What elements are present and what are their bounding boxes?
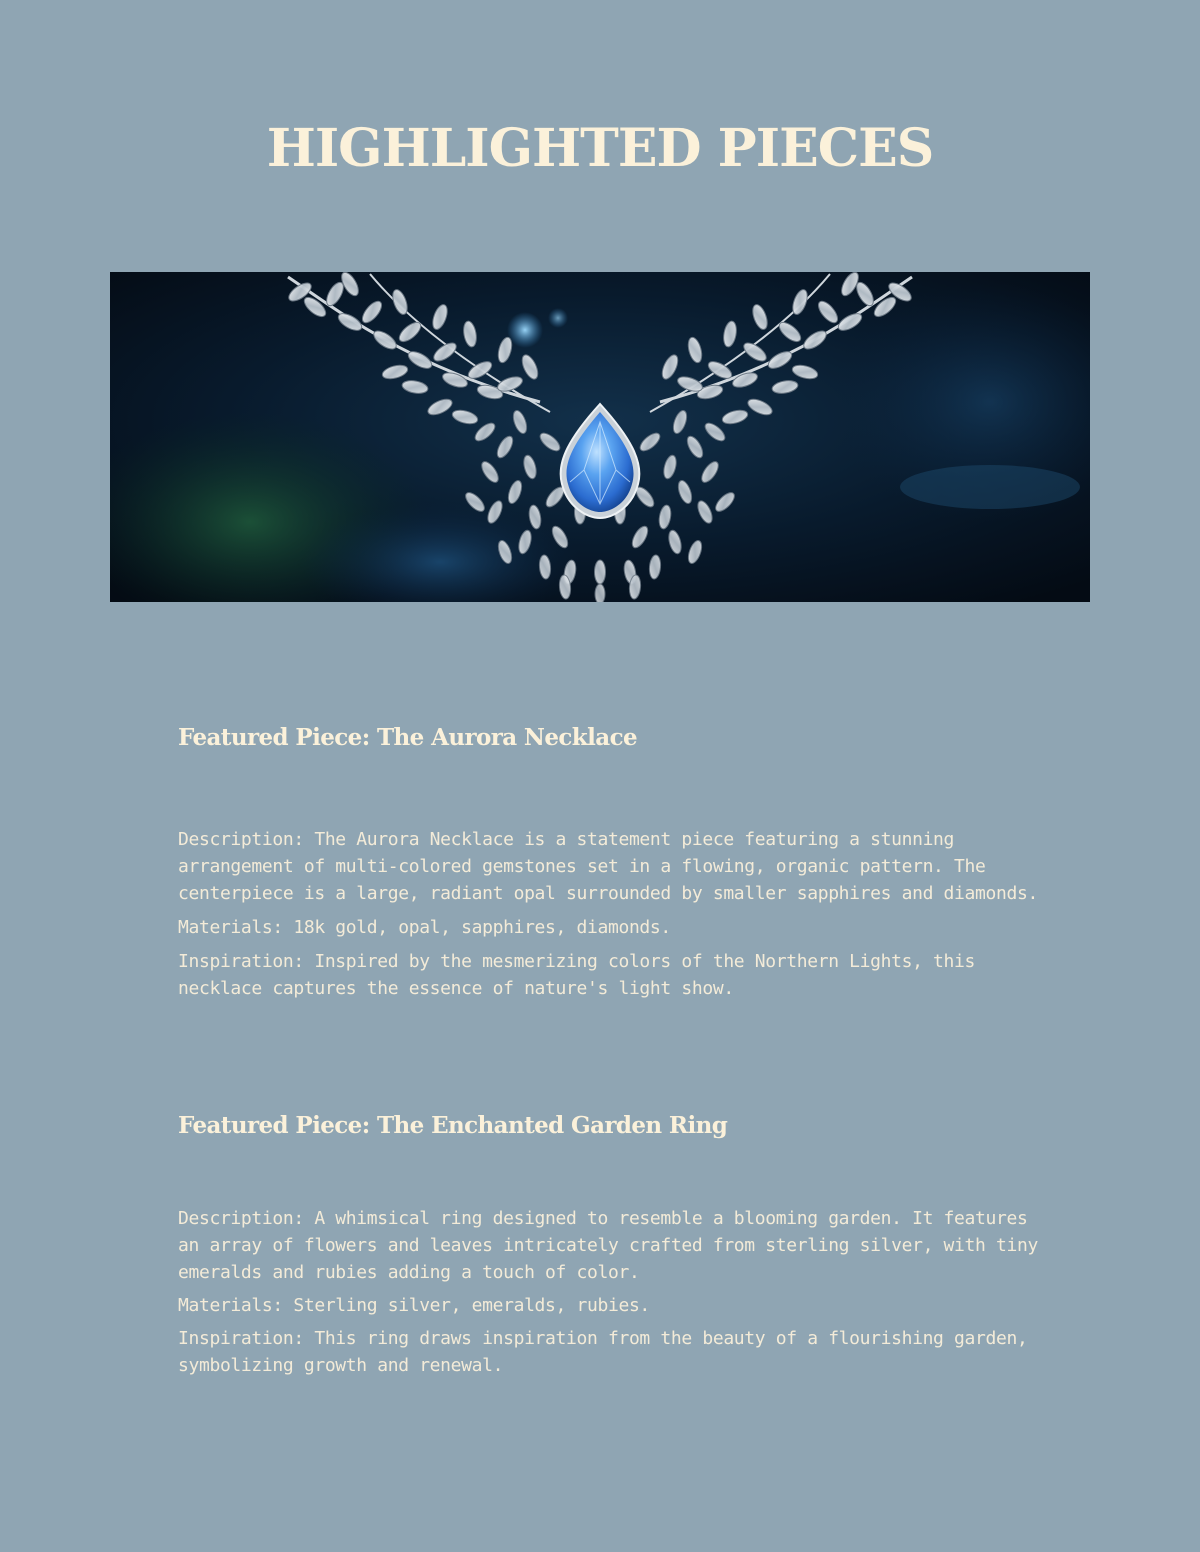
diamond-leaf [595,560,606,584]
diamond-leaf [595,584,605,602]
materials-text: Materials: 18k gold, opal, sapphires, diamonds. [178,917,671,938]
description-text: Description: The Aurora Necklace is a statement piece featuring a stunning arrangement of multi-colored gemstones set in a flowing, organic pattern. The centerpiece is a large, radiant opal surrounded by smaller sapphires and diamonds. [178,829,1038,904]
inspiration-text: Inspiration: Inspired by the mesmerizing colors of the Northern Lights, this necklace captures the essence of nature's light show. [178,951,976,999]
section-heading: Featured Piece: The Aurora Necklace [178,724,638,751]
materials-text: Materials: Sterling silver, emeralds, rubies. [178,1295,650,1316]
description-text: Description: A whimsical ring designed to resemble a blooming garden. It features an array of flowers and leaves intricately crafted from sterling silver, with tiny emeralds and rubies adding a touch of color. [178,1208,1038,1283]
hero-necklace-image [110,272,1090,602]
featured-piece-aurora-necklace [178,724,1038,1002]
section-heading: Featured Piece: The Enchanted Garden Ring [178,1112,728,1139]
page-title: HIGHLIGHTED PIECES [266,118,934,179]
necklace-illustration [110,272,1090,602]
featured-piece-enchanted-garden-ring [178,1112,1038,1379]
inspiration-text: Inspiration: This ring draws inspiration from the beauty of a flourishing garden, symbolizing growth and renewal. [178,1328,1028,1376]
